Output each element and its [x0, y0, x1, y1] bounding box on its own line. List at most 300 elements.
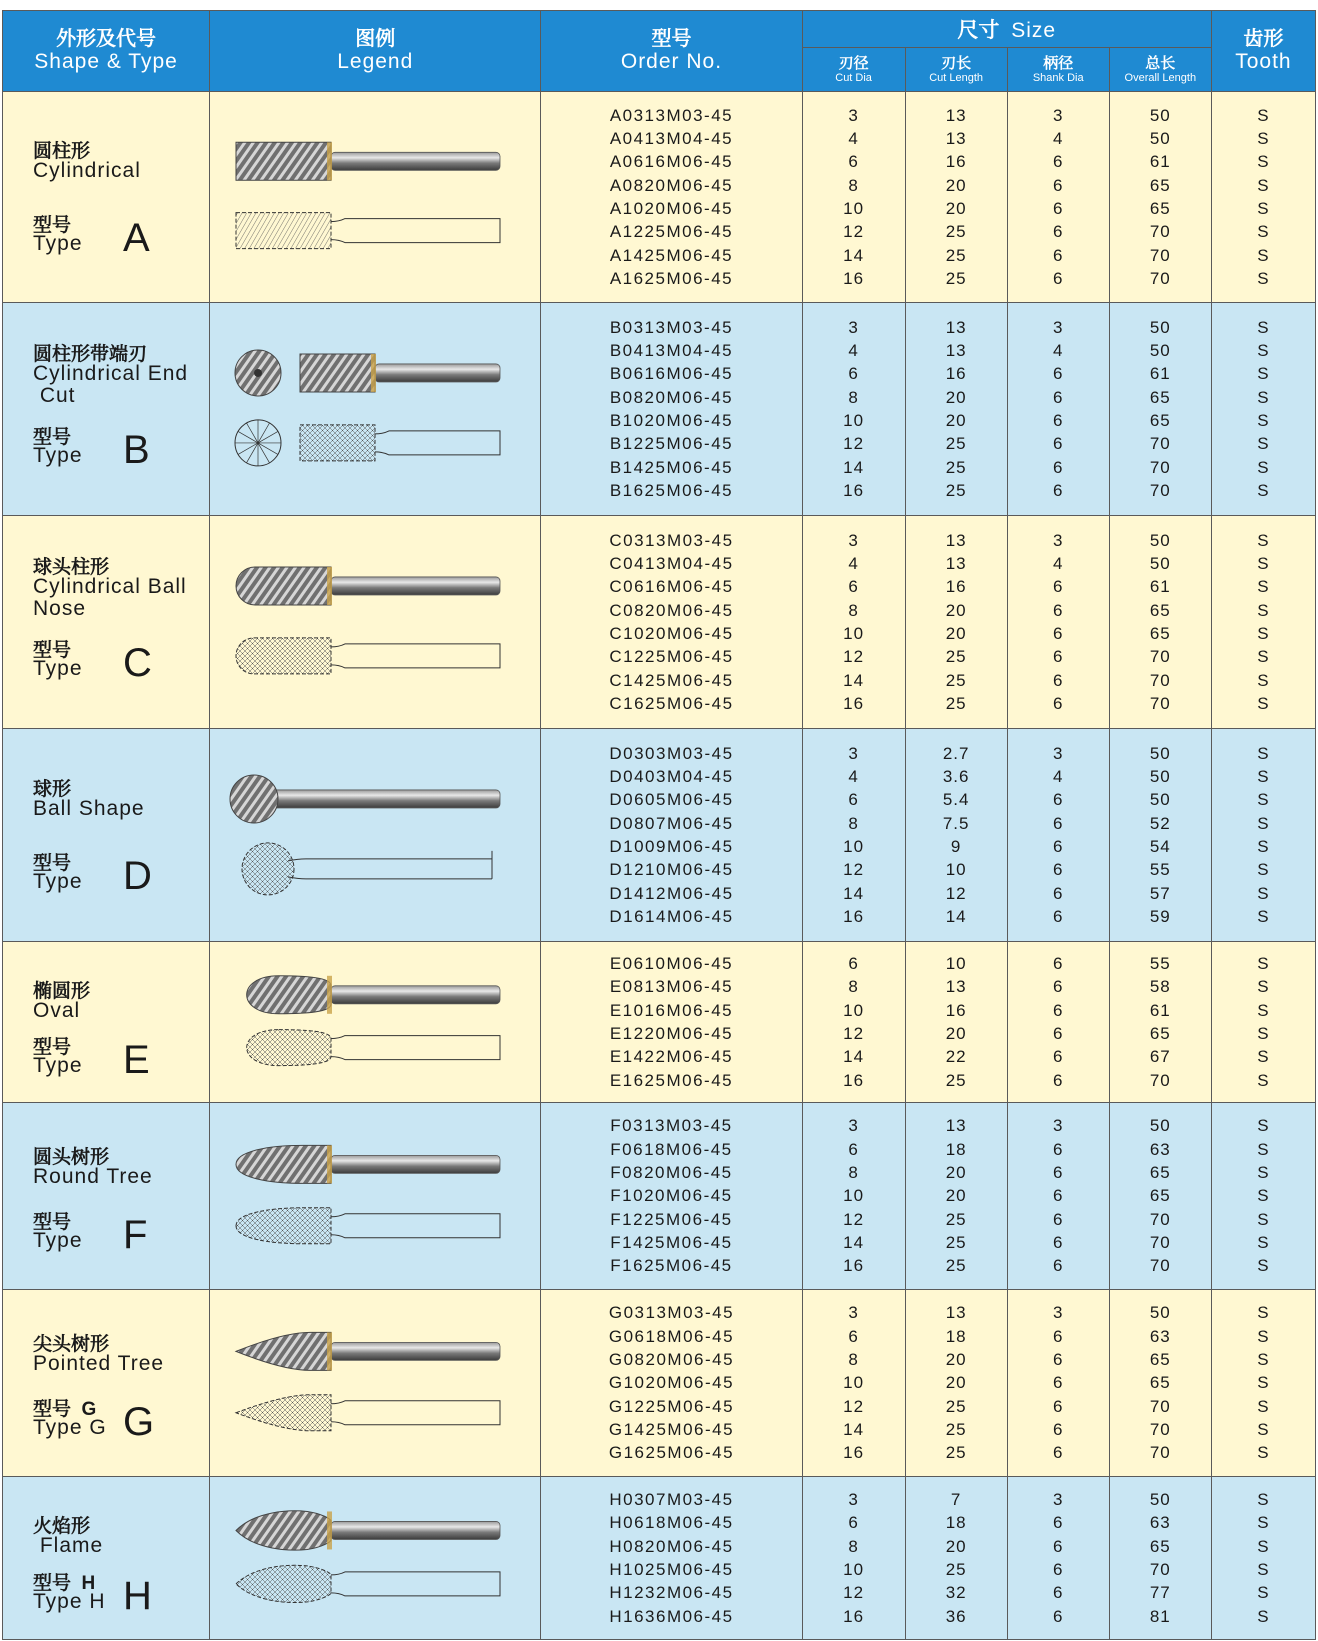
order-no-value: H1025M06-45 [609, 1560, 734, 1579]
shape-type-block [3, 729, 209, 941]
cut-length-cell [905, 729, 1007, 942]
cut-dia-value: 8 [848, 387, 859, 407]
overall-length-header [1109, 48, 1211, 92]
shape-name-cn: 椭圆形 [33, 980, 91, 1002]
shank-dia-value: 6 [1052, 1419, 1064, 1439]
overall-length-value: 70 [1149, 1560, 1171, 1579]
order-no-value: A0413M04-45 [609, 129, 734, 149]
type-label-en: Type [33, 443, 83, 467]
type-label-cn: 型号 H [33, 1572, 96, 1594]
order-no-value: B1225M06-45 [609, 434, 734, 454]
tooth-value: S [1257, 837, 1270, 856]
cut-dia-value: 10 [843, 1186, 865, 1206]
order-no-value: C0616M06-45 [609, 577, 734, 597]
burr-line-drawing [236, 1565, 500, 1602]
tooth-value: S [1257, 1583, 1270, 1603]
tooth-value: S [1257, 1303, 1270, 1323]
legend-figure [210, 303, 540, 515]
shape-type-cell [3, 1290, 210, 1477]
cut-length-value: 18 [945, 1139, 967, 1159]
cut-length-header-cn: 刃长 [941, 54, 972, 72]
tooth-value: S [1257, 600, 1270, 620]
tooth-value: S [1257, 1490, 1270, 1510]
cut-length-value: 9 [950, 837, 962, 856]
cut-dia-value: 3 [848, 530, 859, 550]
overall-length-value: 50 [1149, 790, 1171, 810]
order-no-cell [541, 92, 802, 303]
shank-dia-value: 3 [1052, 1490, 1064, 1510]
shape-name-en: Flame [33, 1534, 104, 1558]
cut-length-value: 20 [945, 1163, 967, 1183]
order-no-value: A1225M06-45 [609, 222, 734, 242]
overall-length-value: 70 [1149, 245, 1171, 265]
type-letter: E [123, 1037, 150, 1082]
cut-length-value: 25 [945, 1070, 967, 1090]
tooth-value: S [1257, 480, 1270, 500]
cut-length-value: 10 [945, 954, 967, 974]
shank-dia-value: 6 [1052, 1139, 1064, 1159]
overall-length-value: 50 [1149, 1490, 1171, 1510]
legend-cell [210, 303, 541, 516]
burr-photo [236, 1511, 500, 1550]
shape-type-cell [3, 1477, 210, 1640]
shape-name-en: Pointed Tree [33, 1352, 165, 1376]
order-no-value: H0820M06-45 [609, 1536, 734, 1556]
shank-dia-value: 6 [1052, 693, 1064, 713]
order-no-value: E1625M06-45 [609, 1070, 734, 1090]
shank-dia-cell [1007, 1290, 1109, 1477]
order-no-value: A1625M06-45 [609, 268, 734, 288]
tooth-value: S [1257, 1139, 1270, 1159]
tooth-value: S [1257, 813, 1270, 833]
shank-dia-value: 4 [1052, 341, 1064, 361]
overall-length-cell [1109, 1103, 1211, 1290]
cut-length-value: 14 [945, 906, 967, 926]
overall-length-value: 50 [1149, 317, 1171, 337]
cut-dia-value: 14 [843, 457, 865, 477]
section-row [3, 516, 1316, 729]
cut-length-value: 20 [945, 1024, 967, 1043]
tooth-cell [1211, 1103, 1315, 1290]
cut-dia-cell [802, 1290, 905, 1477]
cut-dia-value: 10 [843, 837, 865, 856]
shank-dia-cell [1007, 516, 1109, 729]
order-no-value: A1020M06-45 [609, 199, 734, 218]
cut-length-value: 13 [945, 317, 967, 337]
tooth-value: S [1257, 152, 1270, 172]
tooth-value: S [1257, 577, 1270, 597]
overall-length-value: 58 [1149, 977, 1171, 997]
cut-length-value: 10 [945, 860, 967, 880]
order-no-value: D0303M03-45 [609, 743, 734, 763]
ball-burr-icon [210, 729, 541, 941]
order-no-value: F1625M06-45 [610, 1256, 733, 1276]
shape-name-cn: 火焰形 [33, 1516, 91, 1538]
cut-length-value: 20 [945, 600, 967, 620]
section-row [3, 303, 1316, 516]
shape-type-block [3, 1477, 209, 1639]
shank-dia-value: 6 [1052, 813, 1064, 833]
cut-length-value: 36 [945, 1606, 967, 1626]
shank-dia-cell [1007, 1477, 1109, 1640]
cut-length-value: 25 [945, 1396, 967, 1416]
burr-line-drawing [300, 425, 500, 461]
shank-dia-value: 6 [1052, 1326, 1064, 1346]
cut-dia-value: 10 [843, 624, 865, 643]
cut-dia-value: 8 [848, 600, 859, 620]
shape-type-block [3, 942, 209, 1102]
overall-length-value: 65 [1149, 1186, 1171, 1206]
burr-line-drawing [242, 843, 492, 895]
cut-dia-value: 3 [848, 105, 859, 125]
cut-length-cell [905, 516, 1007, 729]
legend-cell [210, 942, 541, 1103]
shank-dia-value: 6 [1052, 906, 1064, 926]
tooth-value: S [1257, 554, 1270, 574]
tooth-value: S [1257, 1536, 1270, 1556]
tooth-value: S [1257, 364, 1270, 384]
order-no-value: C0820M06-45 [609, 600, 734, 620]
cut-dia-value: 16 [843, 480, 865, 500]
shank-dia-value: 6 [1052, 577, 1064, 597]
cut-length-value: 25 [945, 693, 967, 713]
order-no-cell [541, 1290, 802, 1477]
size-header [802, 11, 1211, 48]
tooth-value: S [1257, 670, 1270, 690]
shape-name-en: Round Tree [33, 1165, 153, 1189]
tooth-value: S [1257, 129, 1270, 149]
tooth-value: S [1257, 1047, 1270, 1067]
overall-length-cell [1109, 1477, 1211, 1640]
cut-dia-cell [802, 1103, 905, 1290]
tooth-cell [1211, 729, 1315, 942]
overall-length-value: 57 [1149, 883, 1171, 903]
order-no-value: C1020M06-45 [609, 624, 734, 643]
shape-type-block [3, 516, 209, 728]
shank-dia-value: 6 [1052, 152, 1064, 172]
shape-type-cell [3, 729, 210, 942]
overall-length-value: 70 [1149, 222, 1171, 242]
tooth-value: S [1257, 317, 1270, 337]
order-no-value: A0820M06-45 [609, 175, 734, 195]
order-no-header-cn: 型号 [651, 28, 692, 50]
shank-dia-value: 6 [1052, 670, 1064, 690]
order-no-value: E1016M06-45 [609, 1000, 734, 1020]
order-no-value: C0313M03-45 [609, 530, 734, 550]
shank-dia-value: 6 [1052, 175, 1064, 195]
cut-dia-cell [802, 729, 905, 942]
shank-dia-value: 6 [1052, 387, 1064, 407]
type-label-en: Type [33, 231, 83, 255]
cut-dia-value: 6 [848, 577, 859, 597]
tooth-value: S [1257, 245, 1270, 265]
cut-dia-value: 4 [848, 767, 859, 787]
type-label-cn: 型号 G [33, 1399, 97, 1421]
type-label-en: Type H [33, 1589, 106, 1613]
shank-dia-value: 4 [1052, 767, 1064, 787]
tooth-value: S [1257, 1606, 1270, 1626]
cut-length-value: 13 [945, 554, 967, 574]
type-label-en: Type [33, 869, 83, 893]
order-no-value: C1625M06-45 [609, 693, 734, 713]
cut-length-header-en: Cut Length [929, 71, 984, 84]
overall-length-value: 54 [1149, 837, 1171, 856]
cut-dia-value: 16 [843, 268, 865, 288]
shank-dia-value: 3 [1052, 530, 1064, 550]
tooth-header-cn: 齿形 [1243, 28, 1284, 50]
tooth-header-en: Tooth [1235, 50, 1292, 73]
overall-length-value: 50 [1149, 129, 1171, 149]
cut-dia-value: 14 [843, 1419, 865, 1439]
order-no-header-en: Order No. [620, 50, 723, 73]
shank-dia-value: 3 [1052, 1303, 1064, 1323]
shank-dia-cell [1007, 92, 1109, 303]
overall-length-value: 65 [1149, 199, 1171, 218]
shank-dia-value: 4 [1052, 554, 1064, 574]
section-row [3, 92, 1316, 303]
shank-dia-value: 4 [1052, 129, 1064, 149]
cut-length-value: 2.7 [942, 743, 970, 763]
type-letter: D [123, 853, 152, 898]
tooth-value: S [1257, 1116, 1270, 1136]
cut-dia-value: 16 [843, 1256, 865, 1276]
pointed-tree-burr-icon [210, 1290, 541, 1476]
tooth-value: S [1257, 1396, 1270, 1416]
shank-dia-cell [1007, 303, 1109, 516]
cut-dia-value: 6 [848, 790, 859, 810]
cut-length-value: 13 [945, 1116, 967, 1136]
type-label-en: Type [33, 1053, 83, 1077]
cut-length-value: 13 [945, 1303, 967, 1323]
order-no-cell [541, 1477, 802, 1640]
overall-length-value: 65 [1149, 411, 1171, 430]
shape-name-cn: 尖头树形 [33, 1334, 110, 1356]
cut-dia-value: 8 [848, 1536, 859, 1556]
order-no-value: E0610M06-45 [609, 954, 734, 974]
cut-dia-value: 14 [843, 1232, 865, 1252]
size-header-en: Size [1011, 19, 1057, 42]
overall-length-value: 61 [1149, 1000, 1171, 1020]
type-label-cn: 型号 [33, 1036, 72, 1058]
tooth-value: S [1257, 457, 1270, 477]
type-label-en: Type [33, 1229, 83, 1253]
oval-burr-icon [210, 942, 541, 1102]
overall-length-cell [1109, 942, 1211, 1103]
shape-type-block [3, 92, 209, 302]
overall-length-value: 70 [1149, 1070, 1171, 1090]
shape-name-en: Oval [33, 998, 81, 1022]
cut-dia-value: 10 [843, 411, 865, 430]
order-no-value: G1425M06-45 [608, 1419, 735, 1439]
overall-length-value: 50 [1149, 1303, 1171, 1323]
tooth-value: S [1257, 341, 1270, 361]
section-row [3, 729, 1316, 942]
cut-length-header [905, 48, 1007, 92]
cut-dia-value: 8 [848, 1163, 859, 1183]
cut-length-cell [905, 942, 1007, 1103]
overall-length-cell [1109, 92, 1211, 303]
legend-cell [210, 1477, 541, 1640]
tooth-value: S [1257, 860, 1270, 880]
tooth-cell [1211, 516, 1315, 729]
overall-length-cell [1109, 516, 1211, 729]
tooth-value: S [1257, 1373, 1270, 1393]
cut-length-value: 20 [945, 1373, 967, 1393]
cut-length-value: 25 [945, 647, 967, 667]
shape-name-cn: 球头柱形 [33, 557, 110, 579]
cut-length-value: 13 [945, 105, 967, 125]
cut-dia-cell [802, 92, 905, 303]
burr-line-drawing [236, 1395, 500, 1431]
order-no-value: H1636M06-45 [609, 1606, 734, 1626]
cylindrical-end-cut-burr-icon [210, 303, 541, 515]
legend-figure [210, 516, 540, 728]
tooth-value: S [1257, 268, 1270, 288]
tooth-value: S [1257, 222, 1270, 242]
cut-length-cell [905, 92, 1007, 303]
order-no-value: G0313M03-45 [608, 1303, 735, 1323]
tooth-value: S [1257, 1256, 1270, 1276]
cut-length-value: 13 [945, 977, 967, 997]
shank-dia-value: 6 [1052, 624, 1064, 643]
cut-dia-value: 3 [848, 317, 859, 337]
cut-dia-value: 4 [848, 554, 859, 574]
overall-length-value: 77 [1149, 1583, 1171, 1603]
overall-length-header-cn: 总长 [1145, 54, 1176, 72]
shank-dia-value: 6 [1052, 245, 1064, 265]
order-no-value: E0813M06-45 [609, 977, 734, 997]
tooth-value: S [1257, 883, 1270, 903]
cut-length-value: 20 [945, 175, 967, 195]
burr-photo [236, 1145, 500, 1183]
cut-dia-value: 10 [843, 1000, 865, 1020]
cut-length-value: 16 [945, 577, 967, 597]
cut-dia-value: 16 [843, 1070, 865, 1090]
cut-length-value: 18 [945, 1326, 967, 1346]
cut-dia-value: 8 [848, 1350, 859, 1370]
cut-length-value: 18 [945, 1513, 967, 1533]
legend-figure [210, 92, 540, 302]
tooth-cell [1211, 92, 1315, 303]
burr-line-drawing [247, 1030, 500, 1066]
cut-dia-value: 8 [848, 977, 859, 997]
order-no-value: D0807M06-45 [609, 813, 734, 833]
shank-dia-value: 6 [1052, 1536, 1064, 1556]
tooth-value: S [1257, 1560, 1270, 1579]
shape-name-en: Cylindrical Ball [33, 575, 187, 599]
section-row [3, 942, 1316, 1103]
overall-length-value: 70 [1149, 1396, 1171, 1416]
cut-dia-value: 14 [843, 883, 865, 903]
overall-length-value: 70 [1149, 480, 1171, 500]
shank-dia-value: 6 [1052, 268, 1064, 288]
order-no-value: G1020M06-45 [608, 1373, 735, 1393]
shape-type-block [3, 1290, 209, 1476]
order-no-value: B0413M04-45 [609, 341, 734, 361]
shank-dia-value: 6 [1052, 977, 1064, 997]
shank-dia-cell [1007, 942, 1109, 1103]
legend-cell [210, 729, 541, 942]
legend-cell [210, 516, 541, 729]
order-no-value: F0820M06-45 [610, 1163, 733, 1183]
shank-dia-value: 3 [1052, 105, 1064, 125]
shank-dia-value: 6 [1052, 1256, 1064, 1276]
shape-name-en: Cylindrical End [33, 362, 189, 386]
order-no-value: D1412M06-45 [609, 883, 734, 903]
cut-dia-value: 3 [848, 743, 859, 763]
tooth-value: S [1257, 1232, 1270, 1252]
cut-length-value: 25 [945, 434, 967, 454]
cut-length-value: 25 [945, 1419, 967, 1439]
overall-length-value: 50 [1149, 743, 1171, 763]
cut-dia-value: 16 [843, 693, 865, 713]
tooth-value: S [1257, 1350, 1270, 1370]
cut-length-value: 16 [945, 152, 967, 172]
tooth-value: S [1257, 1513, 1270, 1533]
overall-length-value: 65 [1149, 600, 1171, 620]
end-cut-diagram [235, 420, 281, 466]
tooth-value: S [1257, 693, 1270, 713]
cut-length-value: 20 [945, 411, 967, 430]
cut-dia-cell [802, 303, 905, 516]
size-header-cn: 尺寸 [957, 19, 1000, 42]
overall-length-value: 70 [1149, 647, 1171, 667]
shank-dia-value: 6 [1052, 1209, 1064, 1229]
shank-dia-value: 6 [1052, 457, 1064, 477]
cut-dia-value: 3 [848, 1303, 859, 1323]
order-no-cell [541, 516, 802, 729]
cut-length-value: 16 [945, 364, 967, 384]
overall-length-value: 70 [1149, 1209, 1171, 1229]
cut-length-value: 20 [945, 1536, 967, 1556]
shank-dia-value: 6 [1052, 1373, 1064, 1393]
cut-length-value: 25 [945, 1560, 967, 1579]
cut-length-value: 13 [945, 530, 967, 550]
cut-length-value: 5.4 [942, 790, 970, 810]
tooth-value: S [1257, 199, 1270, 218]
overall-length-value: 55 [1149, 954, 1171, 974]
shank-dia-value: 6 [1052, 480, 1064, 500]
overall-length-value: 70 [1149, 670, 1171, 690]
order-no-value: B1625M06-45 [609, 480, 734, 500]
overall-length-value: 61 [1149, 364, 1171, 384]
cut-length-value: 25 [945, 1256, 967, 1276]
legend-figure [210, 729, 540, 941]
cut-dia-header-en: Cut Dia [835, 71, 872, 84]
burr-line-drawing [236, 638, 500, 674]
cut-length-value: 25 [945, 268, 967, 288]
tooth-header [1211, 11, 1315, 92]
shape-type-header-en: Shape & Type [34, 50, 178, 73]
order-no-value: F0618M06-45 [610, 1139, 733, 1159]
cut-dia-value: 10 [843, 1373, 865, 1393]
overall-length-value: 81 [1149, 1606, 1171, 1626]
shank-dia-value: 6 [1052, 199, 1064, 218]
shape-type-cell [3, 303, 210, 516]
order-no-value: B0820M06-45 [609, 387, 734, 407]
overall-length-value: 70 [1149, 434, 1171, 454]
order-no-value: A0616M06-45 [609, 152, 734, 172]
shank-dia-value: 6 [1052, 1070, 1064, 1090]
shape-name-cn: 球形 [33, 778, 72, 800]
order-no-cell [541, 729, 802, 942]
tooth-value: S [1257, 743, 1270, 763]
shape-name-en: Ball Shape [33, 796, 145, 820]
overall-length-value: 52 [1149, 813, 1171, 833]
shape-name-en: Cylindrical [33, 159, 141, 183]
cut-length-value: 25 [945, 1209, 967, 1229]
overall-length-value: 65 [1149, 1163, 1171, 1183]
